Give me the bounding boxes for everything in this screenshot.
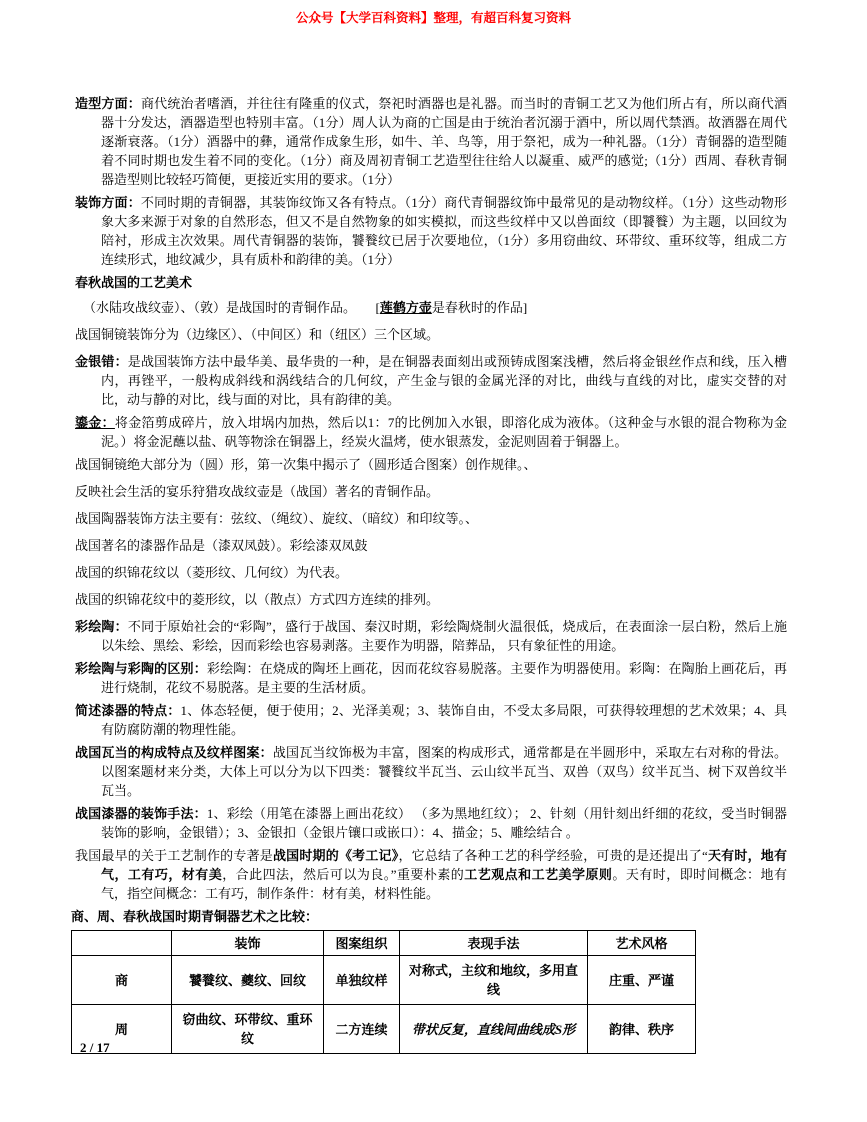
table-cell-row-name: 商 — [72, 956, 172, 1005]
paragraph-text: 1、彩绘（用笔在漆器上画出花纹） （多为黑地红纹）； 2、针刻（用针刻出纤细的花纹，受当时铜器装饰的影响，金银错）；3、金银扣（金银片镶口或嵌口）：4、描金；5、雕绘结合 。 — [101, 806, 787, 840]
paragraph-label: 战国瓦当的构成特点及纹样图案： — [75, 745, 273, 760]
paragraph-label: 战国漆器的装饰手法： — [75, 806, 207, 821]
doc-header-note: 公众号【大学百科资料】整理，有超百科复习资料 — [295, 11, 571, 25]
paragraph-label: 简述漆器的特点： — [75, 703, 181, 718]
paragraph-liujin — [75, 413, 787, 451]
paragraph-text: （水陆攻战纹壶）、（敦）是战国时的青铜作品。 [ — [83, 300, 380, 315]
table-header-cell-pattern-organization: 图案组织 — [324, 931, 400, 956]
table-header-cell-expression: 表现手法 — [400, 931, 588, 956]
page-number: 2 / 17 — [80, 1040, 110, 1055]
table-row-shang — [72, 956, 696, 1005]
table-cell-row-name: 周 — [72, 1005, 172, 1054]
paragraph-label: 鎏金： — [75, 415, 115, 430]
paragraph-text: 是战国装饰方法中最华美、最华贵的一种，是在铜器表面刻出或预铸成图案浅槽，然后将金银丝作点和线，压入槽内，再锉平，一般构成斜线和涡线结合的几何纹，产生金与银的金属光泽的对比，曲线与直线的对比，虚实交替的对比，动与静的对比，线与面的对比，具有韵律的美。 — [101, 354, 787, 407]
list-item-mirror-shape: 战国铜镜绝大部分为（圆）形，第一次集中揭示了（圆形适合图案）创作规律。、 — [75, 457, 537, 472]
paragraph-lacquer-techniques — [75, 804, 787, 842]
table-cell: 韵律、秩序 — [588, 1005, 696, 1054]
paragraph-text: 1、体态轻便，便于使用；2、光泽美观；3、装饰自由，不受太多局限，可获得较理想的艺术效果；4、具有防腐防潮的物理性能。 — [101, 703, 787, 737]
table-cell: 二方连续 — [324, 1005, 400, 1054]
paragraph-text: 战国瓦当纹饰极为丰富，图案的构成形式，通常都是在半圆形中，采取左右对称的骨法。以图案题材来分类，大体上可以分为以下四类：饕餮纹半瓦当、云山纹半瓦当、双兽（双鸟）纹半瓦当、树下双兽纹半瓦当。 — [101, 745, 787, 798]
table-header-cell-blank — [72, 931, 172, 956]
paragraph-mirror-zones: 战国铜镜装饰分为（边缘区）、（中间区）和（纽区）三个区域。 — [75, 327, 440, 342]
list-item-brocade-pattern: 战国的织锦花纹以（菱形纹、几何纹）为代表。 — [75, 565, 349, 580]
paragraph-text: 我国最早的关于工艺制作的专著是 — [75, 848, 273, 863]
paragraph-text: 不同于原始社会的“彩陶”，盛行于战国、秦汉时期，彩绘陶烧制火温很低，烧成后，在表面涂一层白粉，然后上施以朱绘、黑绘、彩绘，因而彩绘也容易剥落。主要作为明器，陪葬品， 只有象征性的用途。 — [101, 619, 787, 653]
paragraph-kaogongji — [75, 846, 787, 903]
paragraph-painted-pottery — [75, 617, 787, 655]
table-title: 商、周、春秋战国时期青铜器艺术之比较： — [71, 909, 319, 924]
paragraph-bronze-works — [75, 298, 787, 317]
paragraph-text: 商代统治者嗜酒，并往往有隆重的仪式，祭祀时酒器也是礼器。而当时的青铜工艺又为他们所占有，所以商代酒器十分发达，酒器造型也特别丰富。（1分）周人认为商的亡国是由于统治者沉溺于酒中，所以周代禁酒。故酒器在周代逐渐衰落。（1分）酒器中的彝，通常作成象生形，如牛、羊、鸟等，用于祭祀，成为一种礼器。（1分）青铜器的造型随着不同时期也发生着不同的变化。（1分）商及周初青铜工艺造型往往给人以凝重、威严的感觉;（1分）西周、春秋青铜器造型则比较轻巧简便，更接近实用的要求。（1分） — [101, 96, 787, 187]
paragraph-label: 金银错： — [75, 354, 128, 369]
table-cell: 对称式，主纹和地纹，多用直线 — [400, 956, 588, 1005]
table-cell: 单独纹样 — [324, 956, 400, 1005]
table-cell: 庄重、严谨 — [588, 956, 696, 1005]
paragraph-text: 是春秋时的作品] — [431, 300, 528, 315]
paragraph-styling-aspect — [75, 94, 787, 189]
table-header-row — [72, 931, 696, 956]
paragraph-jinyincuo — [75, 352, 787, 409]
comparison-table — [71, 930, 696, 1054]
bold-segment: 工艺观点和工艺美学原则 — [464, 867, 613, 882]
section-heading-spring-autumn: 春秋战国的工艺美术 — [75, 275, 193, 290]
bold-segment: 天有时，地有气，工有巧，材有美 — [101, 848, 787, 882]
table-header-cell-art-style: 艺术风格 — [588, 931, 696, 956]
list-item-diamond-pattern: 战国的织锦花纹中的菱形纹，以（散点）方式四方连续的排列。 — [75, 592, 440, 607]
table-cell: 带状反复，直线间曲线成S形 — [400, 1005, 588, 1054]
paragraph-decoration-aspect — [75, 193, 787, 269]
list-item-pottery-decoration: 战国陶器装饰方法主要有：弦纹、（绳纹）、旋纹、（暗纹）和印纹等。、 — [75, 511, 479, 526]
paragraph-text: ，合此四法，然后可以为良。”重要朴素的 — [222, 867, 465, 882]
highlight-lianhe-fanghu: 莲鹤方壶 — [379, 300, 432, 315]
list-item-lacquer-drum: 战国著名的漆器作品是（漆双凤鼓）。彩绘漆双凤鼓 — [75, 538, 368, 553]
paragraph-tile-patterns — [75, 743, 787, 800]
table-header-cell-decoration: 装饰 — [172, 931, 324, 956]
paragraph-text: 。天有时，即时间概念：地有气，指空间概念：工有巧，制作条件：材有美，材料性能。 — [101, 867, 787, 901]
table-row-zhou — [72, 1005, 696, 1054]
paragraph-label: 彩绘陶： — [75, 619, 128, 634]
paragraph-text: ，它总结了各种工艺的科学经验，可贵的是还提出了“ — [398, 848, 708, 863]
paragraph-text: 不同时期的青铜器，其装饰纹饰又各有特点。（1分）商代青铜器纹饰中最常见的是动物纹样。（1分）这些动物形象大多来源于对象的自然形态，但又不是自然物象的如实模拟，而这些纹样中又以兽面纹（即饕餮）为主题，以回纹为陪衬，形成主次效果。周代青铜器的装饰，饕餮纹已居于次要地位，（1分）多用窃曲纹、环带纹、重环纹等，组成二方连续形式，地纹减少，具有质朴和韵律的美。（1分） — [101, 195, 787, 267]
document-body — [71, 94, 787, 1054]
paragraph-label: 彩绘陶与彩陶的区别： — [75, 661, 207, 676]
list-item-banquet-pot: 反映社会生活的宴乐狩猎攻战纹壶是（战国）著名的青铜作品。 — [75, 484, 440, 499]
paragraph-lacquer-features — [75, 701, 787, 739]
paragraph-label: 造型方面： — [75, 96, 141, 111]
bold-segment: 战国时期的《考工记》 — [272, 848, 399, 863]
table-cell: 窃曲纹、环带纹、重环纹 — [172, 1005, 324, 1054]
paragraph-text: 彩绘陶：在烧成的陶坯上画花，因而花纹容易脱落。主要作为明器使用。彩陶：在陶胎上画花后，再进行烧制，花纹不易脱落。是主要的生活材质。 — [101, 661, 787, 695]
paragraph-pottery-difference — [75, 659, 787, 697]
paragraph-text: 将金箔剪成碎片，放入坩埚内加热，然后以1：7的比例加入水银，即溶化成为液体。（这种金与水银的混合物称为金泥。）将金泥蘸以盐、矾等物涂在铜器上，经炭火温烤，使水银蒸发，金泥则固着于铜器上。 — [101, 415, 787, 449]
table-cell: 饕餮纹、夔纹、回纹 — [172, 956, 324, 1005]
paragraph-label: 装饰方面： — [75, 195, 141, 210]
